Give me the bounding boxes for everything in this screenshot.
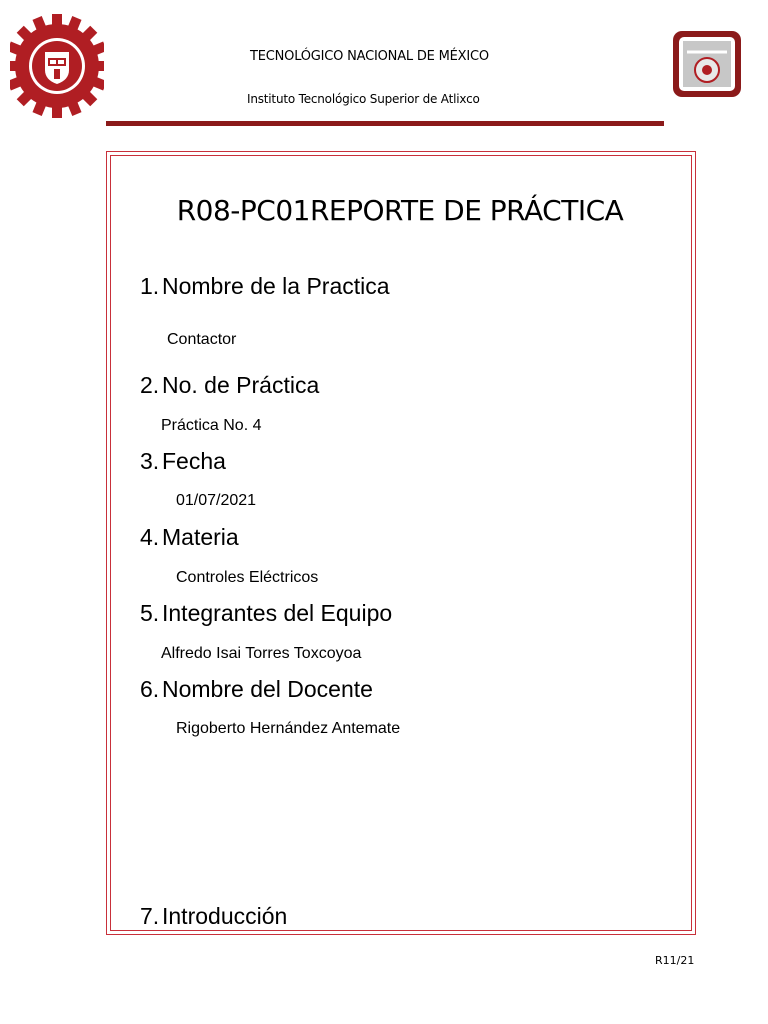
section-heading (140, 372, 319, 399)
itsa-logo (672, 30, 742, 98)
section-number: 4. (140, 524, 160, 550)
section-heading (140, 903, 287, 930)
section-number: 5. (140, 600, 160, 626)
section-title: Integrantes del Equipo (162, 600, 393, 626)
section-number: 1. (140, 273, 160, 299)
section-value: 01/07/2021 (176, 492, 257, 509)
section-title: Fecha (162, 448, 226, 474)
section-value: Controles Eléctricos (176, 569, 319, 586)
campus-name: Instituto Tecnológico Superior de Atlixco (247, 92, 480, 106)
section-value: Contactor (167, 331, 237, 348)
section-number: 6. (140, 676, 160, 702)
section-number: 2. (140, 372, 160, 398)
section-heading (140, 273, 390, 300)
section-number: 3. (140, 448, 160, 474)
footer-code: R11/21 (655, 954, 695, 967)
institution-name: TECNOLÓGICO NACIONAL DE MÉXICO (250, 49, 489, 64)
header-rule (106, 121, 664, 126)
section-heading (140, 524, 239, 551)
section-title: No. de Práctica (162, 372, 320, 398)
section-value: Rigoberto Hernández Antemate (176, 720, 401, 737)
section-title: Introducción (162, 903, 288, 929)
section-title: Materia (162, 524, 239, 550)
section-heading (140, 676, 373, 703)
document-title: R08-PC01REPORTE DE PRÁCTICA (176, 194, 624, 227)
institute-seal-logo (10, 12, 104, 124)
section-value: Práctica No. 4 (161, 417, 262, 434)
section-heading (140, 600, 392, 627)
section-heading (140, 448, 226, 475)
section-title: Nombre del Docente (162, 676, 373, 702)
section-value: Alfredo Isai Torres Toxcoyoa (161, 645, 362, 662)
section-title: Nombre de la Practica (162, 273, 390, 299)
section-number: 7. (140, 903, 160, 929)
